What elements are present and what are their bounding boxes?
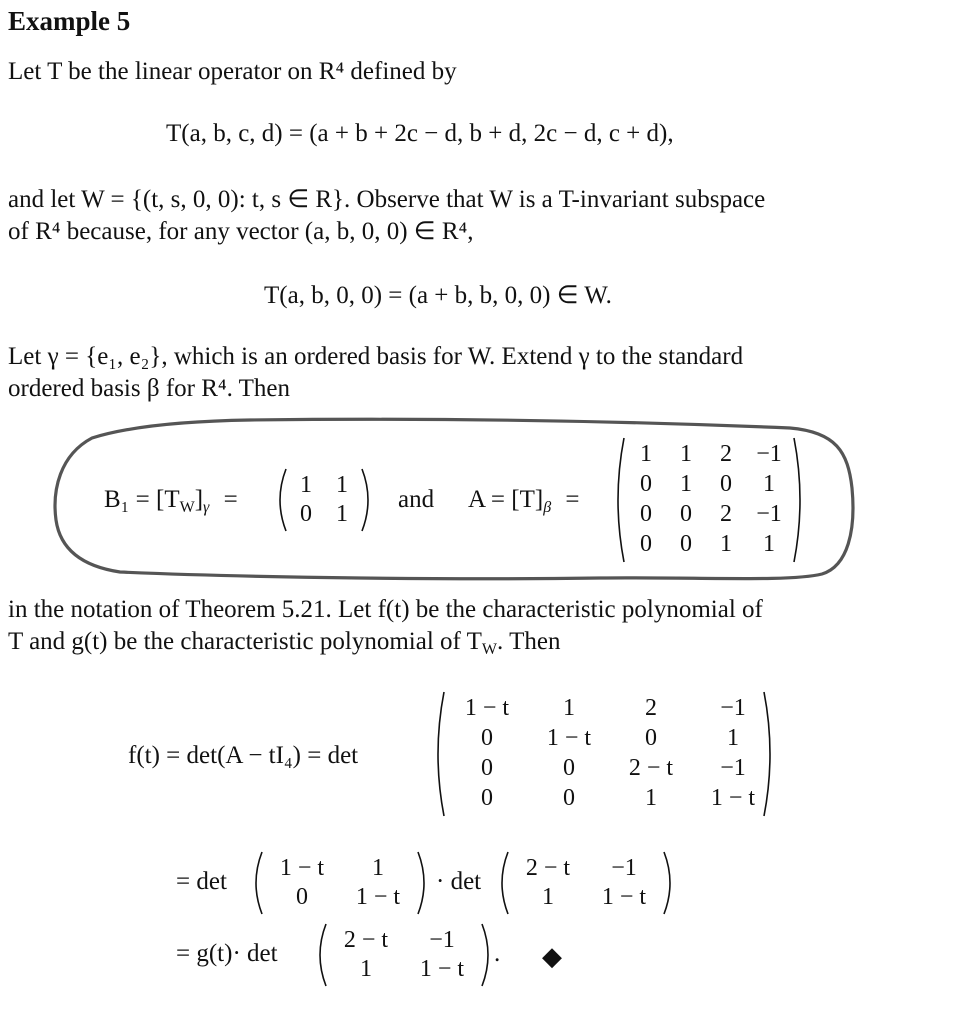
right-parenthesis xyxy=(664,852,670,914)
matrix-cell: −1 xyxy=(720,695,746,721)
paragraph-4-line-1: in the notation of Theorem 5.21. Let f(t) be the characteristic polynomial of xyxy=(8,596,763,623)
end-of-proof-diamond-icon: ◆ xyxy=(542,942,562,972)
matrix-cell: 1 − t xyxy=(601,883,647,910)
paragraph-3-line-1: Let γ = {e₁, e₂}, which is an ordered basis for W. Extend γ to the standard xyxy=(8,343,744,370)
matrix-G1 xyxy=(252,850,428,916)
paragraph-3-line-2: ordered basis β for R⁴. Then xyxy=(8,375,291,402)
right-parenthesis xyxy=(482,924,488,986)
matrix-cell: 1 − t xyxy=(419,955,465,982)
left-parenthesis xyxy=(502,852,508,914)
left-parenthesis xyxy=(438,692,444,816)
matrix-cell: 1 − t xyxy=(279,854,325,881)
matrix-cell: 0 xyxy=(640,501,652,527)
matrix-cell: 1 xyxy=(563,695,575,721)
matrix-cell: 0 xyxy=(300,500,312,527)
matrix-cell: 1 xyxy=(360,955,372,982)
right-parenthesis xyxy=(362,469,368,531)
paragraph-2-line-1: and let W = {(t, s, 0, 0): t, s ∈ R}. Observe that W is a T-invariant subspace xyxy=(8,186,766,213)
matrix-cell: 1 xyxy=(727,725,739,751)
matrix-A xyxy=(614,436,804,564)
matrix-A-minus-tI xyxy=(434,690,774,818)
matrix-cell: 1 xyxy=(763,531,775,557)
paragraph-1: Let T be the linear operator on R⁴ defined by xyxy=(8,58,457,85)
matrix-cell: 1 xyxy=(372,854,384,881)
paragraph-2-line-2: of R⁴ because, for any vector (a, b, 0, 0) ∈ R⁴, xyxy=(8,218,474,245)
matrix-cell: −1 xyxy=(756,501,782,527)
matrix-cell: 1 xyxy=(680,471,692,497)
equation-T-definition: T(a, b, c, d) = (a + b + 2c − d, b + d, 2c − d, c + d), xyxy=(166,120,674,147)
matrix-cell: 1 xyxy=(336,471,348,498)
matrix-cell: 0 xyxy=(645,725,657,751)
matrix-cell: 0 xyxy=(481,725,493,751)
matrix-cell: 0 xyxy=(481,785,493,811)
matrix-cell: 1 xyxy=(763,471,775,497)
matrix-cell: 2 xyxy=(645,695,657,721)
equation-g-lhs: = g(t)· det xyxy=(176,940,278,967)
left-parenthesis xyxy=(618,438,624,562)
matrix-cell: 1 xyxy=(645,785,657,811)
matrix-cell: −1 xyxy=(611,854,637,881)
matrix-cell: 1 xyxy=(720,531,732,557)
matrix-cell: 1 − t xyxy=(464,695,510,721)
matrix-B1 xyxy=(276,467,372,533)
matrix-cell: 0 xyxy=(680,531,692,557)
matrix-G2 xyxy=(498,850,674,916)
matrix-cell: 1 − t xyxy=(710,785,756,811)
matrix-cell: 2 xyxy=(720,501,732,527)
matrix-cell: 1 − t xyxy=(355,883,401,910)
matrix-cell: 1 − t xyxy=(546,725,592,751)
left-parenthesis xyxy=(280,469,286,531)
matrix-cell: 2 − t xyxy=(525,854,571,881)
matrix-cell: 1 xyxy=(640,441,652,467)
left-parenthesis xyxy=(320,924,326,986)
matrix-cell: 2 − t xyxy=(343,926,389,953)
matrix-cell: 1 xyxy=(680,441,692,467)
equation-dot-det: · det xyxy=(436,868,482,895)
equation-period: . xyxy=(494,940,501,967)
matrix-cell: 0 xyxy=(640,471,652,497)
example-heading: Example 5 xyxy=(8,6,131,36)
matrix-G3 xyxy=(316,922,492,988)
matrix-cell: −1 xyxy=(429,926,455,953)
right-parenthesis xyxy=(794,438,800,562)
equation-T-on-W: T(a, b, 0, 0) = (a + b, b, 0, 0) ∈ W. xyxy=(264,282,612,309)
a-lhs: $A = [T]_\beta$ = xyxy=(468,486,580,516)
matrix-cell: 0 xyxy=(296,883,308,910)
matrix-cell: 0 xyxy=(680,501,692,527)
right-parenthesis xyxy=(418,852,424,914)
matrix-cell: 0 xyxy=(640,531,652,557)
matrix-cell: −1 xyxy=(720,755,746,781)
matrix-cell: 2 xyxy=(720,441,732,467)
matrix-cell: 0 xyxy=(720,471,732,497)
matrix-cell: 1 xyxy=(300,471,312,498)
equation-f-lhs: f(t) = det(A − tI₄) = det xyxy=(128,742,359,769)
and-label: and xyxy=(398,486,435,513)
matrix-cell: 1 xyxy=(336,500,348,527)
paragraph-4-line-2: T and g(t) be the characteristic polynomial of $T_W$. Then xyxy=(8,628,561,658)
left-parenthesis xyxy=(256,852,262,914)
matrix-cell: 1 xyxy=(542,883,554,910)
b1-lhs: $B_1 = [T_W]_\gamma$ = xyxy=(104,486,238,516)
matrix-cell: 0 xyxy=(481,755,493,781)
matrix-cell: 0 xyxy=(563,755,575,781)
matrix-cell: 0 xyxy=(563,785,575,811)
matrix-cell: 2 − t xyxy=(628,755,674,781)
equation-det-lhs: = det xyxy=(176,868,227,895)
matrix-cell: −1 xyxy=(756,441,782,467)
